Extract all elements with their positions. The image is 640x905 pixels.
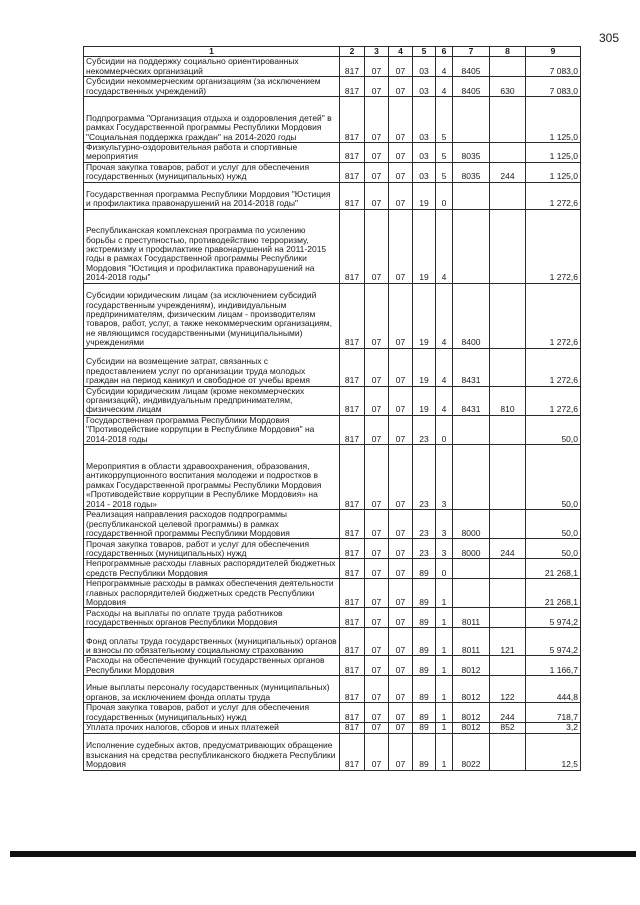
cell-col5: 03 (413, 77, 436, 97)
cell-col8 (490, 209, 526, 283)
cell-col5: 89 (413, 628, 436, 656)
cell-amount: 1 125,0 (526, 143, 581, 163)
table-row (84, 723, 581, 733)
cell-col5: 03 (413, 97, 436, 143)
cell-col7: 8405 (453, 57, 490, 77)
cell-amount: 7 083,0 (526, 77, 581, 97)
cell-col7: 8035 (453, 162, 490, 182)
cell-col4: 07 (389, 57, 413, 77)
cell-amount: 1 125,0 (526, 97, 581, 143)
cell-col7: 8012 (453, 723, 490, 733)
cell-col8 (490, 510, 526, 539)
cell-amount: 1 272,6 (526, 182, 581, 209)
cell-col8: 122 (490, 676, 526, 703)
cell-col5: 89 (413, 579, 436, 608)
cell-col2: 817 (340, 723, 365, 733)
col-header-1: 1 (84, 47, 340, 57)
cell-name: Субсидии на поддержку социально ориентированных некоммерческих организаций (84, 57, 340, 77)
cell-col7 (453, 579, 490, 608)
cell-amount: 50,0 (526, 510, 581, 539)
cell-col2: 817 (340, 386, 365, 415)
cell-col5: 89 (413, 723, 436, 733)
cell-col6: 1 (436, 733, 453, 770)
table-row (84, 97, 581, 143)
cell-col8: 630 (490, 77, 526, 97)
cell-col5: 89 (413, 559, 436, 579)
cell-col3: 07 (365, 628, 389, 656)
cell-col3: 07 (365, 348, 389, 386)
cell-col8 (490, 97, 526, 143)
cell-col6: 3 (436, 510, 453, 539)
cell-col2: 817 (340, 703, 365, 723)
cell-amount: 444,8 (526, 676, 581, 703)
cell-amount: 1 272,6 (526, 209, 581, 283)
table-row (84, 559, 581, 579)
table-row (84, 656, 581, 676)
cell-col6: 1 (436, 608, 453, 628)
cell-col7: 8011 (453, 628, 490, 656)
cell-col2: 817 (340, 656, 365, 676)
cell-col6: 0 (436, 182, 453, 209)
cell-col3: 07 (365, 539, 389, 559)
cell-name: Субсидии юридическим лицам (за исключением субсидий государственным учреждениям), индивидуальным предпринимателям, физическим лицам - производителям товаров, работ, услуг, а также некоммерческим организациям, не являющимся государственными (муниципальными) учреждениями (84, 283, 340, 348)
cell-col3: 07 (365, 143, 389, 163)
table-body (84, 57, 581, 770)
cell-col4: 07 (389, 579, 413, 608)
cell-amount: 50,0 (526, 539, 581, 559)
table-row (84, 57, 581, 77)
cell-col4: 07 (389, 162, 413, 182)
cell-col8 (490, 445, 526, 510)
cell-col7: 8000 (453, 510, 490, 539)
cell-col4: 07 (389, 283, 413, 348)
cell-col3: 07 (365, 656, 389, 676)
cell-col5: 19 (413, 283, 436, 348)
table-row (84, 733, 581, 770)
cell-col8 (490, 733, 526, 770)
cell-col2: 817 (340, 348, 365, 386)
cell-col4: 07 (389, 182, 413, 209)
cell-col6: 1 (436, 676, 453, 703)
cell-col8: 852 (490, 723, 526, 733)
cell-amount: 5 974,2 (526, 608, 581, 628)
cell-name: Подпрограмма "Организация отдыха и оздоровления детей" в рамках Государственной программы Республики Мордовия "Социальная поддержка граждан" на 2014-2020 годы (84, 97, 340, 143)
cell-name: Непрограммные расходы главных распорядителей бюджетных средств Республики Мордовия (84, 559, 340, 579)
cell-col2: 817 (340, 445, 365, 510)
cell-col5: 23 (413, 539, 436, 559)
cell-col7: 8012 (453, 703, 490, 723)
table-row (84, 676, 581, 703)
budget-table (83, 46, 581, 771)
cell-col7: 8405 (453, 77, 490, 97)
cell-name: Республиканская комплексная программа по усилению борьбы с преступностью, противодействию терроризму, экстремизму и профилактике правонарушений на 2011-2015 годы в рамках Государственной программы Республики Мордовия "Юстиция и профилактика правонарушений на 2014-2018 годы" (84, 209, 340, 283)
cell-amount: 3,2 (526, 723, 581, 733)
cell-col8 (490, 182, 526, 209)
cell-name: Исполнение судебных актов, предусматривающих обращение взыскания на средства республиканского бюджета Республики Мордовия (84, 733, 340, 770)
cell-col3: 07 (365, 608, 389, 628)
cell-name: Государственная программа Республики Мордовия "Противодействие коррупции в Республике Мордовия" на 2014-2018 годы (84, 415, 340, 444)
cell-col3: 07 (365, 723, 389, 733)
cell-col4: 07 (389, 348, 413, 386)
bottom-scan-border (10, 851, 636, 857)
page-number: 305 (599, 31, 620, 45)
cell-col8 (490, 415, 526, 444)
table-row (84, 539, 581, 559)
cell-col6: 4 (436, 57, 453, 77)
cell-col8 (490, 559, 526, 579)
cell-col7: 8012 (453, 656, 490, 676)
cell-col4: 07 (389, 703, 413, 723)
cell-col8 (490, 143, 526, 163)
cell-amount: 50,0 (526, 445, 581, 510)
cell-amount: 21 268,1 (526, 559, 581, 579)
table-row (84, 182, 581, 209)
cell-col2: 817 (340, 283, 365, 348)
cell-col7: 8000 (453, 539, 490, 559)
cell-col3: 07 (365, 283, 389, 348)
cell-col3: 07 (365, 77, 389, 97)
cell-col3: 07 (365, 733, 389, 770)
table-row (84, 628, 581, 656)
cell-col3: 07 (365, 445, 389, 510)
cell-col5: 03 (413, 143, 436, 163)
cell-amount: 1 272,6 (526, 283, 581, 348)
cell-amount: 718,7 (526, 703, 581, 723)
table-row (84, 415, 581, 444)
cell-amount: 5 974,2 (526, 628, 581, 656)
cell-col3: 07 (365, 182, 389, 209)
cell-col8: 121 (490, 628, 526, 656)
cell-col6: 1 (436, 723, 453, 733)
cell-col4: 07 (389, 209, 413, 283)
cell-col7: 8400 (453, 283, 490, 348)
cell-col7: 8011 (453, 608, 490, 628)
cell-col6: 5 (436, 162, 453, 182)
cell-name: Иные выплаты персоналу государственных (муниципальных) органов, за исключением фонда оплаты труда (84, 676, 340, 703)
table-row (84, 445, 581, 510)
cell-name: Расходы на обеспечение функций государственных органов Республики Мордовия (84, 656, 340, 676)
cell-col3: 07 (365, 97, 389, 143)
cell-name: Прочая закупка товаров, работ и услуг для обеспечения государственных (муниципальных) нужд (84, 162, 340, 182)
cell-col8: 244 (490, 539, 526, 559)
cell-col8 (490, 608, 526, 628)
cell-col5: 19 (413, 348, 436, 386)
table-row (84, 703, 581, 723)
cell-col3: 07 (365, 57, 389, 77)
cell-col4: 07 (389, 77, 413, 97)
cell-name: Фонд оплаты труда государственных (муниципальных) органов и взносы по обязательному социальному страхованию (84, 628, 340, 656)
cell-name: Субсидии некоммерческим организациям (за исключением государственных учреждений) (84, 77, 340, 97)
cell-col5: 89 (413, 608, 436, 628)
cell-col3: 07 (365, 510, 389, 539)
cell-col2: 817 (340, 57, 365, 77)
cell-col6: 4 (436, 348, 453, 386)
cell-col8 (490, 656, 526, 676)
cell-col8 (490, 348, 526, 386)
cell-col5: 89 (413, 703, 436, 723)
cell-col6: 0 (436, 559, 453, 579)
cell-col4: 07 (389, 733, 413, 770)
cell-col7: 8012 (453, 676, 490, 703)
cell-col3: 07 (365, 676, 389, 703)
cell-col7 (453, 182, 490, 209)
col-header-7: 7 (453, 47, 490, 57)
cell-amount: 12,5 (526, 733, 581, 770)
cell-col8: 244 (490, 703, 526, 723)
cell-col6: 4 (436, 209, 453, 283)
cell-amount: 21 268,1 (526, 579, 581, 608)
cell-col4: 07 (389, 386, 413, 415)
cell-col4: 07 (389, 510, 413, 539)
col-header-9: 9 (526, 47, 581, 57)
cell-name: Субсидии на возмещение затрат, связанных с предоставлением услуг по организации труда молодых граждан на период каникул и свободное от учебы время (84, 348, 340, 386)
cell-amount: 7 083,0 (526, 57, 581, 77)
cell-col3: 07 (365, 703, 389, 723)
table-row (84, 162, 581, 182)
cell-col7 (453, 209, 490, 283)
cell-col4: 07 (389, 608, 413, 628)
col-header-2: 2 (340, 47, 365, 57)
col-header-3: 3 (365, 47, 389, 57)
table-row (84, 283, 581, 348)
col-header-6: 6 (436, 47, 453, 57)
cell-col2: 817 (340, 182, 365, 209)
cell-col6: 3 (436, 445, 453, 510)
table-row (84, 209, 581, 283)
cell-col5: 03 (413, 162, 436, 182)
cell-col2: 817 (340, 628, 365, 656)
table-row (84, 143, 581, 163)
cell-col2: 817 (340, 608, 365, 628)
cell-col4: 07 (389, 656, 413, 676)
cell-col5: 19 (413, 182, 436, 209)
table-row (84, 348, 581, 386)
cell-col2: 817 (340, 162, 365, 182)
cell-col4: 07 (389, 628, 413, 656)
cell-col5: 23 (413, 510, 436, 539)
cell-col6: 1 (436, 579, 453, 608)
table-row (84, 510, 581, 539)
cell-col3: 07 (365, 209, 389, 283)
cell-col6: 5 (436, 143, 453, 163)
header-row (84, 47, 581, 57)
cell-col8 (490, 579, 526, 608)
cell-col2: 817 (340, 209, 365, 283)
cell-col6: 1 (436, 703, 453, 723)
cell-col7: 8431 (453, 348, 490, 386)
cell-col7 (453, 559, 490, 579)
cell-col7 (453, 445, 490, 510)
cell-col3: 07 (365, 386, 389, 415)
cell-name: Реализация направления расходов подпрограммы (республиканской целевой программы) в рамках государственной программы Республики Мордовия (84, 510, 340, 539)
cell-col3: 07 (365, 559, 389, 579)
cell-col5: 23 (413, 415, 436, 444)
cell-col3: 07 (365, 415, 389, 444)
cell-amount: 1 166,7 (526, 656, 581, 676)
cell-col4: 07 (389, 445, 413, 510)
budget-table-container (83, 46, 580, 771)
col-header-5: 5 (413, 47, 436, 57)
cell-col7 (453, 415, 490, 444)
cell-col3: 07 (365, 579, 389, 608)
cell-col4: 07 (389, 559, 413, 579)
cell-amount: 50,0 (526, 415, 581, 444)
col-header-4: 4 (389, 47, 413, 57)
cell-col7 (453, 97, 490, 143)
cell-col6: 3 (436, 539, 453, 559)
col-header-8: 8 (490, 47, 526, 57)
cell-col2: 817 (340, 77, 365, 97)
cell-col5: 23 (413, 445, 436, 510)
cell-col2: 817 (340, 579, 365, 608)
cell-col6: 0 (436, 415, 453, 444)
cell-name: Расходы на выплаты по оплате труда работников государственных органов Республики Мордовия (84, 608, 340, 628)
cell-name: Мероприятия в области здравоохранения, образования, антикоррупционного воспитания молодежи и подростков в рамках Государственной программы Республики Мордовия «Противодействие коррупции в Республике Мордовия» на 2014 - 2018 годы» (84, 445, 340, 510)
cell-name: Непрограммные расходы в рамках обеспечения деятельности главных распорядителей бюджетных средств Республики Мордовия (84, 579, 340, 608)
cell-name: Государственная программа Республики Мордовия "Юстиция и профилактика правонарушений на 2014-2018 годы" (84, 182, 340, 209)
cell-col5: 19 (413, 386, 436, 415)
cell-col8: 810 (490, 386, 526, 415)
cell-name: Физкультурно-оздоровительная работа и спортивные мероприятия (84, 143, 340, 163)
cell-col5: 89 (413, 733, 436, 770)
cell-col7: 8035 (453, 143, 490, 163)
cell-col4: 07 (389, 539, 413, 559)
cell-col6: 4 (436, 283, 453, 348)
cell-amount: 1 125,0 (526, 162, 581, 182)
cell-col6: 5 (436, 97, 453, 143)
cell-col7: 8022 (453, 733, 490, 770)
table-row (84, 77, 581, 97)
cell-col2: 817 (340, 143, 365, 163)
cell-col8: 244 (490, 162, 526, 182)
cell-col2: 817 (340, 539, 365, 559)
cell-col2: 817 (340, 733, 365, 770)
table-row (84, 386, 581, 415)
cell-col7: 8431 (453, 386, 490, 415)
cell-name: Субсидии юридическим лицам (кроме некоммерческих организаций), индивидуальным предпринимателям, физическим лицам (84, 386, 340, 415)
cell-amount: 1 272,6 (526, 348, 581, 386)
cell-col4: 07 (389, 97, 413, 143)
cell-col2: 817 (340, 97, 365, 143)
cell-col3: 07 (365, 162, 389, 182)
cell-col4: 07 (389, 143, 413, 163)
cell-col6: 4 (436, 77, 453, 97)
table-row (84, 579, 581, 608)
cell-col4: 07 (389, 676, 413, 703)
cell-col5: 89 (413, 676, 436, 703)
cell-col6: 1 (436, 628, 453, 656)
cell-col8 (490, 57, 526, 77)
cell-name: Прочая закупка товаров, работ и услуг для обеспечения государственных (муниципальных) нужд (84, 703, 340, 723)
cell-col2: 817 (340, 676, 365, 703)
cell-col6: 4 (436, 386, 453, 415)
cell-col2: 817 (340, 510, 365, 539)
cell-col5: 03 (413, 57, 436, 77)
cell-name: Прочая закупка товаров, работ и услуг для обеспечения государственных (муниципальных) нужд (84, 539, 340, 559)
cell-col2: 817 (340, 559, 365, 579)
table-row (84, 608, 581, 628)
cell-col5: 19 (413, 209, 436, 283)
cell-col2: 817 (340, 415, 365, 444)
cell-col6: 1 (436, 656, 453, 676)
cell-col5: 89 (413, 656, 436, 676)
cell-col4: 07 (389, 723, 413, 733)
cell-col8 (490, 283, 526, 348)
cell-col4: 07 (389, 415, 413, 444)
cell-name: Уплата прочих налогов, сборов и иных платежей (84, 723, 340, 733)
cell-amount: 1 272,6 (526, 386, 581, 415)
